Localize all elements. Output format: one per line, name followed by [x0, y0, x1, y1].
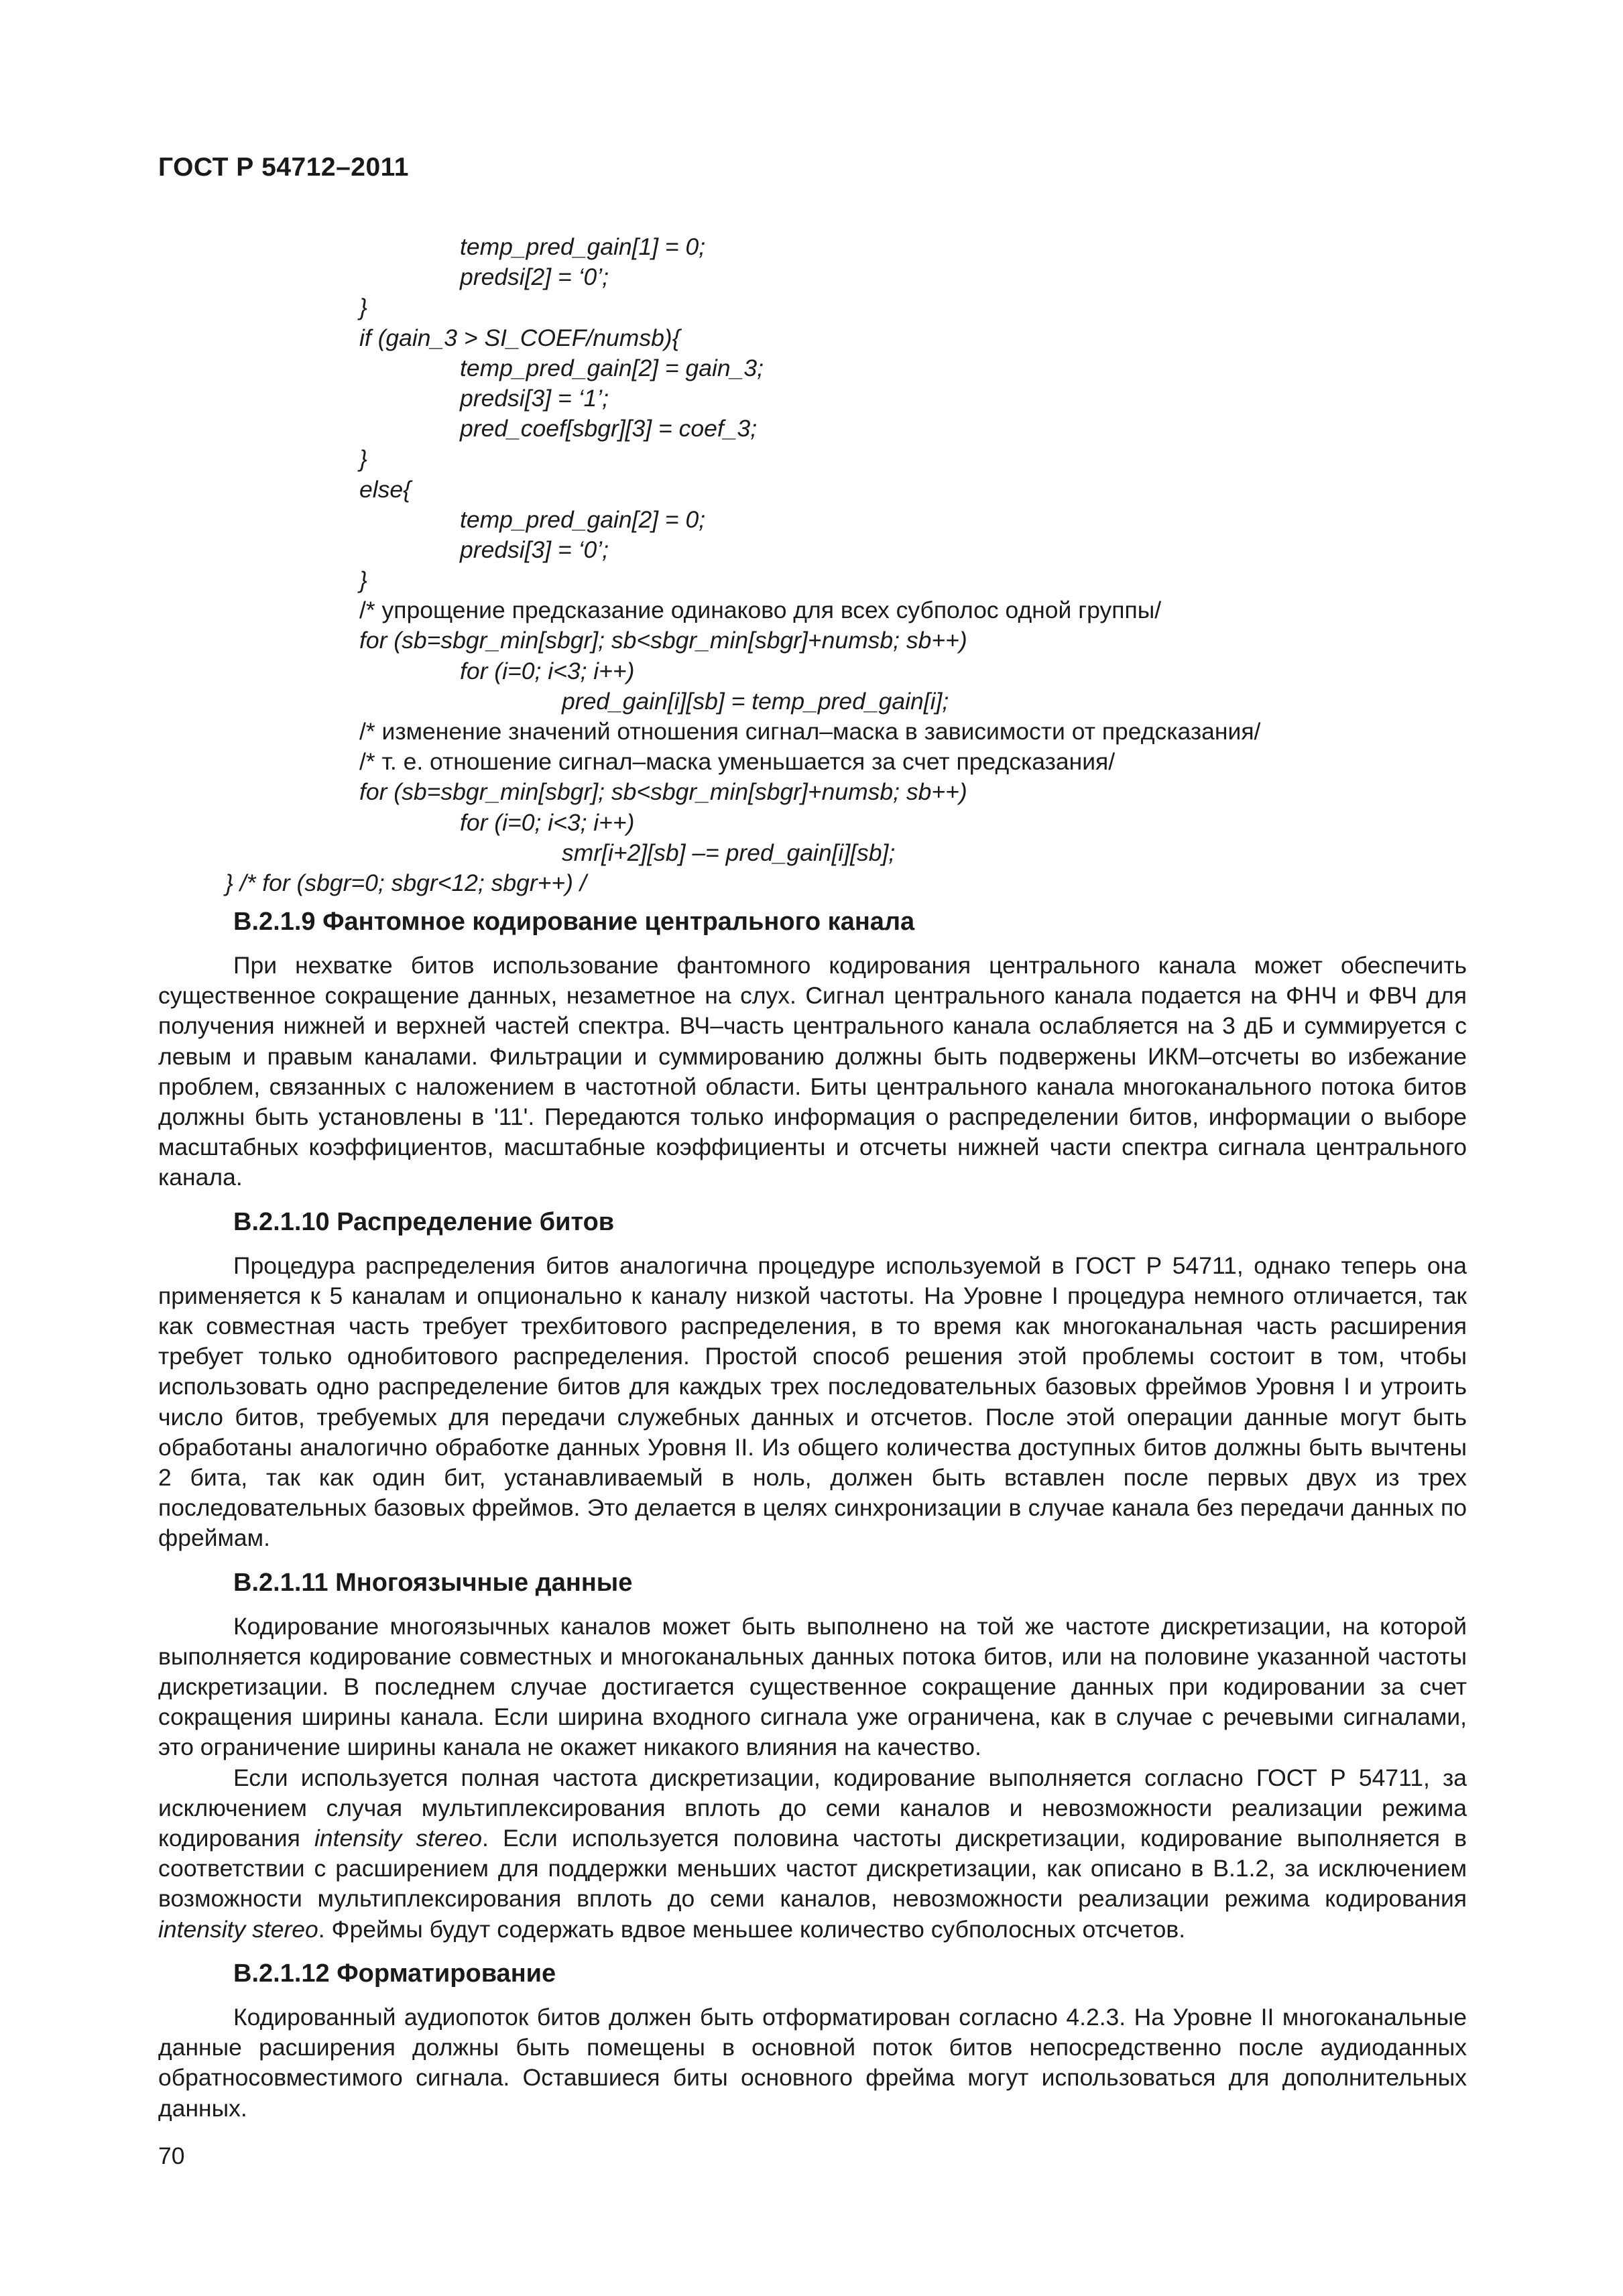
- section-heading-b2111: В.2.1.11 Многоязычные данные: [233, 1568, 633, 1597]
- code-line: /* т. е. отношение сигнал–маска уменьшается за счет предсказания/: [359, 748, 1116, 776]
- code-line: predsi[2] = ‘0’;: [460, 263, 609, 291]
- code-listing: [0, 232, 1623, 898]
- code-line: } /* for (sbgr=0; sbgr<12; sbgr++) /: [225, 869, 587, 896]
- code-line: temp_pred_gain[2] = gain_3;: [460, 354, 764, 381]
- code-line: temp_pred_gain[1] = 0;: [460, 233, 706, 260]
- code-line: predsi[3] = ‘1’;: [460, 384, 609, 412]
- code-line: for (i=0; i<3; i++): [460, 808, 635, 836]
- code-line: predsi[3] = ‘0’;: [460, 536, 609, 563]
- document-header: ГОСТ Р 54712–2011: [158, 153, 409, 182]
- code-line: }: [359, 294, 367, 321]
- document-body: [158, 905, 1467, 2124]
- code-line: /* упрощение предсказание одинаково для всех субполос одной группы/: [359, 597, 1162, 624]
- code-line: for (sb=sbgr_min[sbgr]; sb<sbgr_min[sbgr]+numsb; sb++): [359, 778, 967, 806]
- section-b2110-paragraph: Процедура распределения битов аналогична процедуре используемой в ГОСТ Р 54711, однако теперь она применяется к 5 каналам и опционально к каналу низкой частоты. На Уровне I процедура немного отличается, так как совместная часть требует трехбитового распределения, в то время как многоканальная часть расширения требует только однобитового распределения. Простой способ решения этой проблемы состоит в том, чтобы использовать одно распределение битов для каждых трех последовательных базовых фреймов Уровня I и утроить число битов, требуемых для передачи служебных данных и отсчетов. После этой операции данные могут быть обработаны аналогично обработке данных Уровня II. Из общего количества доступных битов должны быть вычтены 2 бита, так как один бит, устанавливаемый в ноль, должен быть вставлен после первых двух из трех последовательных базовых фреймов. Это делается в целях синхронизации в случае канала без передачи данных по фреймам.: [158, 1252, 1467, 1552]
- code-line: if (gain_3 > SI_COEF/numsb){: [359, 324, 680, 351]
- section-b2112-paragraph: Кодированный аудиопоток битов должен быть отформатирован согласно 4.2.3. На Уровне II многоканальные данные расширения должны быть помещены в основной поток битов непосредственно после аудиоданных обратносовместимого сигнала. Оставшиеся биты основного фрейма могут использоваться для дополнительных данных.: [158, 2003, 1467, 2122]
- code-line: smr[i+2][sb] –= pred_gain[i][sb];: [562, 839, 896, 866]
- code-line: }: [359, 566, 367, 594]
- section-b2111-paragraph-2: Если используется полная частота дискретизации, кодирование выполняется согласно ГОСТ Р 54711, за исключением случая мультиплексирования вплоть до семи каналов и невозможности реализации режима кодирования intensity stereo. Если используется половина частоты дискретизации, кодирование выполняется в соответствии с расширением для поддержки меньших частот дискретизации, как описано в В.1.2, за исключением возможности мультиплексирования вплоть до семи каналов, невозможности реализации режима кодирования intensity stereo. Фреймы будут содержать вдвое меньшее количество субполосных отсчетов.: [158, 1764, 1467, 1943]
- section-heading-b2112: В.2.1.12 Форматирование: [233, 1959, 556, 1988]
- section-b2111-paragraph-1: Кодирование многоязычных каналов может быть выполнено на той же частоте дискретизации, на которой выполняется кодирование совместных и многоканальных данных потока битов, или на половине указанной частоты дискретизации. В последнем случае достигается существенное сокращение данных при кодировании за счет сокращения ширины канала. Если ширина входного сигнала уже ограничена, как в случае с речевыми сигналами, это ограничение ширины канала не окажет никакого влияния на качество.: [158, 1612, 1467, 1761]
- code-line: /* изменение значений отношения сигнал–маска в зависимости от предсказания/: [359, 718, 1261, 745]
- section-heading-b219: В.2.1.9 Фантомное кодирование центрального канала: [233, 908, 915, 936]
- section-heading-b2110: В.2.1.10 Распределение битов: [233, 1207, 615, 1236]
- code-line: else{: [359, 475, 411, 503]
- code-line: temp_pred_gain[2] = 0;: [460, 505, 706, 533]
- code-line: for (sb=sbgr_min[sbgr]; sb<sbgr_min[sbgr]+numsb; sb++): [359, 627, 967, 654]
- term-intensity-stereo: intensity stereo: [314, 1825, 483, 1852]
- term-intensity-stereo: intensity stereo: [158, 1915, 318, 1943]
- code-line: }: [359, 445, 367, 473]
- code-line: pred_coef[sbgr][3] = coef_3;: [460, 415, 758, 442]
- page-number: 70: [158, 2142, 185, 2169]
- section-b219-paragraph: При нехватке битов использование фантомного кодирования центрального канала может обеспечить существенное сокращение данных, незаметное на слух. Сигнал центрального канала подается на ФНЧ и ФВЧ для получения нижней и верхней частей спектра. ВЧ–часть центрального канала ослабляется на 3 дБ и суммируется с левым и правым каналами. Фильтрации и суммированию должны быть подвержены ИКМ–отсчеты во избежание проблем, связанных с наложением в частотной области. Биты центрального канала многоканального потока битов должны быть установлены в '11'. Передаются только информация о распределении битов, информации о выборе масштабных коэффициентов, масштабные коэффициенты и отсчеты нижней части спектра сигнала центрального канала.: [158, 952, 1467, 1191]
- code-line: for (i=0; i<3; i++): [460, 657, 635, 684]
- code-line: pred_gain[i][sb] = temp_pred_gain[i];: [562, 687, 949, 715]
